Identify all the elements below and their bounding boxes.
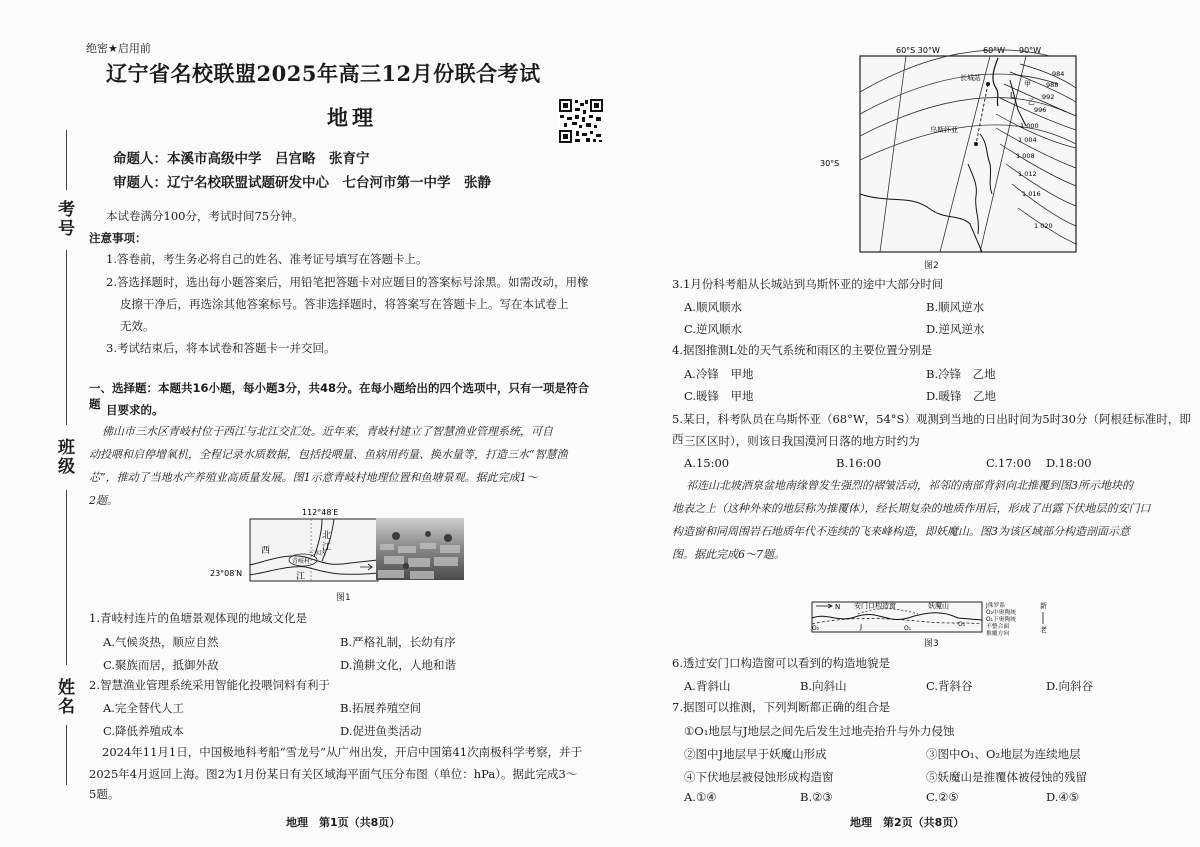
question-4-stem: 4.据图推测L处的天气系统和雨区的主要位置分别是: [672, 343, 933, 357]
fig1-jiang-label: 江: [296, 572, 306, 582]
passage-3-line-4: 图。据此完成6～7题。: [672, 548, 785, 561]
q3-option-b[interactable]: B.顺风逆水: [926, 300, 985, 314]
fig3-legend-item: O₁下奥陶统: [986, 617, 1017, 623]
isobar-label: 1 004: [1018, 136, 1037, 144]
fig3-o2-label: O₂: [812, 625, 820, 632]
passage-2-line-3: 5题。: [89, 787, 120, 801]
figure-1-caption: 图1: [336, 593, 351, 603]
q2-option-d[interactable]: D.促进鱼类活动: [340, 724, 422, 738]
isobar-label: 1 012: [1018, 170, 1037, 178]
q2-option-c[interactable]: C.降低养殖成本: [103, 724, 185, 738]
passage-2-line-1: 2024年11月1日，中国极地科考船“雪龙号”从广州出发，开启中国第41次南极科学考察，并于: [102, 745, 583, 759]
q7-option-a[interactable]: A.①④: [684, 790, 717, 804]
page-1-footer: 地理 第1页（共8页）: [286, 816, 401, 829]
notice-line-4: 无效。: [120, 319, 155, 333]
passage-3-line-3: 构造窗和同周围岩石地质年代不连续的飞来峰构造，即妖魔山。图3为该区域部分构造剖面示意: [672, 525, 1130, 538]
isobar-label: 984: [1052, 70, 1065, 78]
q4-option-c[interactable]: C.暖锋 甲地: [684, 389, 754, 403]
q6-option-a[interactable]: A.背斜山: [684, 679, 731, 693]
section-title-cont: 目要求的。: [106, 403, 164, 417]
side-line-top: [66, 130, 67, 190]
fig3-legend-item: 推覆方向: [986, 631, 1010, 636]
fig1-longitude-label: 112°48′E: [302, 508, 339, 517]
fig3-window-label: 安门口构造窗: [854, 602, 896, 610]
fig2-great-wall-station: 长城站: [960, 74, 981, 82]
question-2-stem: 2.智慧渔业管理系统采用智能化投喂饲料有利于: [89, 678, 330, 692]
q1-option-a[interactable]: A.气候炎热，顺应自然: [103, 635, 219, 649]
fig1-north-label: 北: [322, 531, 332, 541]
q7-statement-4: ④下伏地层被侵蚀形成构造窗: [684, 770, 834, 784]
isobar-label: 992: [1042, 93, 1055, 101]
fig2-mark-yi: 乙: [1028, 98, 1035, 106]
q5-option-c[interactable]: C.17:00: [986, 456, 1032, 470]
fish-pond-photo: [376, 518, 464, 580]
q3-option-a[interactable]: A.顺风顺水: [684, 300, 742, 314]
isobar-label: 1 008: [1016, 152, 1035, 160]
page-2-footer: 地理 第2页（共8页）: [850, 816, 965, 829]
figure-3-caption: 图3: [924, 639, 939, 649]
question-5-stem: 5.某日，科考队员在乌斯怀亚（68°W，54°S）观测到当地的日出时间为5时30分（阿根廷标准时，即西: [672, 412, 1191, 446]
figure-2-pressure-map: [820, 44, 1090, 256]
q6-option-b[interactable]: B.向斜山: [800, 679, 847, 693]
fig3-o1-label: O₁: [904, 625, 912, 632]
side-line: [66, 250, 67, 425]
passage-1-line-1: 佛山市三水区青岐村位于西江与北江交汇处。近年来，青岐村建立了智慧渔业管理系统，可自: [102, 425, 553, 438]
q7-option-c[interactable]: C.②⑤: [926, 790, 959, 804]
isobar-label: 1 016: [1022, 190, 1041, 198]
reviewer-line: 审题人：辽宁名校联盟试题研发中心 七台河市第一中学 张静: [113, 175, 491, 191]
isobar-label: 1 000: [1020, 122, 1039, 130]
q1-option-c[interactable]: C.聚族而居，抵御外敌: [103, 658, 219, 672]
q6-option-d[interactable]: D.向斜谷: [1046, 679, 1093, 693]
q1-option-b[interactable]: B.严格礼制，长幼有序: [340, 635, 456, 649]
q7-option-b[interactable]: B.②③: [800, 790, 833, 804]
q2-option-a[interactable]: A.完全替代人工: [103, 701, 184, 715]
fig3-legend-item: 不整合面: [986, 624, 1010, 630]
isobar-label: 996: [1034, 106, 1047, 114]
q7-option-d[interactable]: D.④⑤: [1046, 790, 1080, 804]
figure-1-map: [210, 505, 380, 585]
fig3-j-label: J: [860, 623, 863, 631]
passage-2-line-2: 2025年4月返回上海。图2为1月份某日有关区域海平面气压分布图（单位：hPa）。据此完成3～: [89, 767, 578, 781]
q6-option-c[interactable]: C.背斜谷: [926, 679, 973, 693]
side-line: [66, 490, 67, 665]
question-5-stem-cont: 三区区时），则该日我国漠河日落的地方时约为: [684, 434, 920, 448]
notice-line-3: 皮擦干净后，再选涂其他答案标号。答非选择题时，将答案写在答题卡上。写在本试卷上: [120, 297, 569, 311]
q7-statement-2: ②图中J地层早于妖魔山形成: [684, 747, 827, 761]
fig1-district-label: 三水区: [308, 550, 327, 557]
fig3-legend-new: 新: [1040, 602, 1047, 610]
q5-option-b[interactable]: B.16:00: [836, 456, 882, 470]
side-line: [66, 725, 67, 785]
fig1-village-label: 青岐村: [292, 558, 311, 565]
q3-option-c[interactable]: C.逆风顺水: [684, 322, 743, 336]
passage-1-line-2: 动投喂和启停增氧机，全程记录水质数据，包括投喂量、鱼病用药量、换水量等，打造三水“智慧渔: [89, 448, 568, 461]
q7-statement-3: ③图中O₁、O₂地层为连续地层: [926, 747, 1081, 761]
fig2-mark-jia: 甲: [1024, 80, 1031, 88]
fig3-o1-label: O₁: [958, 621, 966, 628]
fig2-lon-label: 60°W: [983, 46, 1006, 55]
fig2-mark-l: L: [1010, 91, 1015, 100]
subject-title: 地理: [327, 105, 377, 130]
fig3-legend-item: J侏罗系: [986, 603, 1006, 609]
notice-line-5: 3.考试结束后，将本试卷和答题卡一并交回。: [106, 341, 336, 355]
passage-3-line-2: 地表之上（这种外来的地层称为推覆体），经长期复杂的地质作用后，形成了出露下伏地层的安门口: [672, 502, 1151, 515]
fig1-west-label: 西: [261, 546, 271, 556]
question-1-stem: 1.青岐村连片的鱼塘景观体现的地域文化是: [89, 611, 307, 625]
fig1-latitude-label: 23°08′N: [210, 569, 243, 578]
question-3-stem: 3.1月份科考船从长城站到乌斯怀亚的途中大部分时间: [672, 277, 944, 291]
q5-option-d[interactable]: D.18:00: [1046, 456, 1092, 470]
question-6-stem: 6.透过安门口构造窗可以看到的构造地貌是: [672, 656, 890, 670]
qr-code: [558, 98, 604, 144]
q7-statement-1: ①O₁地层与J地层之间先后发生过地壳抬升与外力侵蚀: [684, 724, 955, 738]
fig1-river-label: 江: [322, 543, 332, 553]
notice-title: 注意事项：: [89, 231, 147, 245]
question-7-stem: 7.据图可以推测，下列判断都正确的组合是: [672, 700, 890, 714]
side-label-name: 姓名: [54, 678, 74, 716]
isobar-label: 1 020: [1034, 222, 1053, 230]
fig3-legend-item: O₂中奥陶统: [986, 610, 1017, 616]
exam-title: 辽宁省名校联盟2025年高三12月份联合考试: [106, 61, 541, 86]
q4-option-b[interactable]: B.冷锋 乙地: [926, 367, 996, 381]
q4-option-d[interactable]: D.暖锋 乙地: [926, 389, 996, 403]
fig3-legend-old: 老: [1040, 626, 1047, 634]
passage-3-line-1: 祁连山北坡酒泉盆地南缘曾发生强烈的褶皱活动，祁邻的南部背斜向北推覆到图3所示地块的: [686, 479, 1133, 492]
score-line: 本试卷满分100分，考试时间75分钟。: [106, 209, 304, 223]
isobar-label: 988: [1046, 81, 1059, 89]
figure-2-caption: 图2: [924, 261, 939, 271]
notice-line-2: 2.答选择题时，选出每小题答案后，用铅笔把答题卡对应题目的答案标号涂黑。如需改动，用橡: [106, 275, 589, 289]
passage-1-line-3: 芯”，推动了当地水产养殖业高质量发展。图1示意青岐村地理位置和鱼塘景观。据此完成1～: [89, 471, 538, 484]
q2-option-b[interactable]: B.拓展养殖空间: [340, 701, 422, 715]
exam-page-2: [600, 0, 1200, 847]
q1-option-d[interactable]: D.渔耕文化，人地和谐: [340, 658, 456, 672]
passage-1-line-4: 2题。: [89, 494, 118, 507]
fig3-mountain-label: 妖魔山: [928, 602, 949, 610]
confidential-mark: 绝密★启用前: [86, 42, 151, 55]
notice-line-1: 1.答卷前，考生务必将自己的姓名、准考证号填写在答题卡上。: [106, 252, 428, 266]
figure-3-cross-section: [808, 596, 1064, 636]
q5-option-a[interactable]: A.15:00: [684, 456, 730, 470]
side-label-class: 班级: [54, 438, 74, 476]
side-label-exam-number: 考号: [54, 200, 74, 238]
author-line: 命题人：本溪市高级中学 吕宫略 张育宁: [113, 151, 370, 167]
fig2-lat-label: 30°S: [820, 159, 840, 168]
fig3-north-label: N: [835, 603, 841, 611]
q4-option-a[interactable]: A.冷锋 甲地: [684, 367, 754, 381]
q3-option-d[interactable]: D.逆风逆水: [926, 322, 985, 336]
fig2-ushuaia: 乌斯怀亚: [930, 126, 958, 134]
fig2-lon-label: 90°W: [1019, 46, 1042, 55]
section-title: 一、选择题：本题共16小题，每小题3分，共48分。在每小题给出的四个选项中，只有一项是符合题: [89, 381, 590, 411]
q7-statement-5: ⑤妖魔山是推覆体被侵蚀的残留: [926, 770, 1087, 784]
fig2-lon-label: 60°S 30°W: [896, 46, 940, 55]
